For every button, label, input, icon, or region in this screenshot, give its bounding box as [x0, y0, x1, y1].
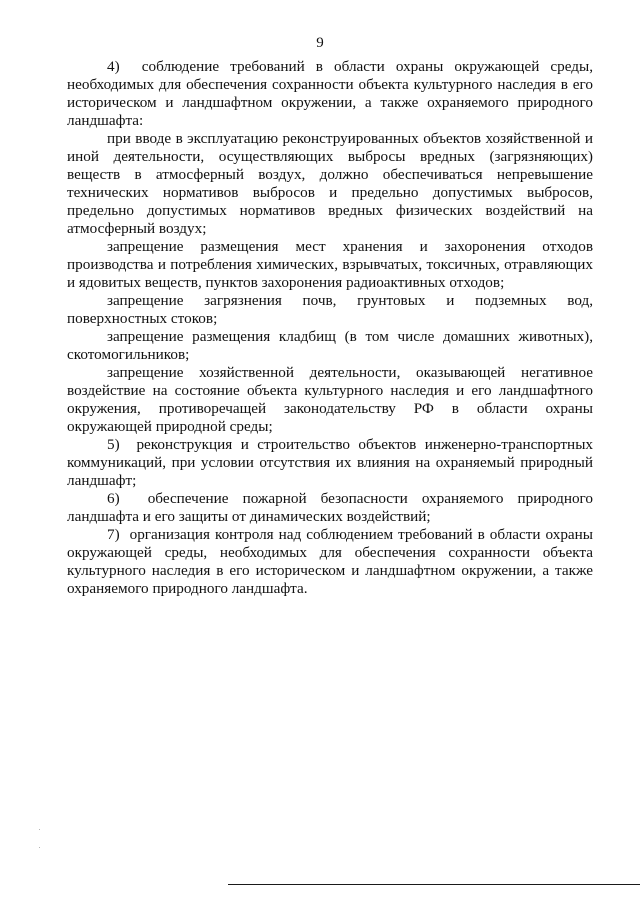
scan-speck: [39, 847, 40, 848]
scan-speck: [39, 829, 40, 830]
paragraph-item-5: 5) реконструкция и строительство объектов инженерно-транспортных коммуникаций, при условии отсутствия их влияния на охраняемый природный ландшафт;: [67, 436, 593, 489]
paragraph-item-4: 4) соблюдение требований в области охраны окружающей среды, необходимых для обеспечения сохранности объекта культурного наследия в его историческом и ландшафтном окружении, а также охраняемого природного ландшафта:: [67, 58, 593, 129]
paragraph-emissions-requirement: при вводе в эксплуатацию реконструированных объектов хозяйственной и иной деятельности, осуществляющих выбросы вредных (загрязняющих) веществ в атмосферный воздух, должно обеспечиваться непревышение технических нормативов выбросов и предельно допустимых выбросов, предельно допустимых нормативов вредных физических воздействий на атмосферный воздух;: [67, 130, 593, 237]
paragraph-cemetery-ban: запрещение размещения кладбищ (в том числе домашних животных), скотомогильников;: [67, 328, 593, 363]
paragraph-item-6: 6) обеспечение пожарной безопасности охраняемого природного ландшафта и его защиты от динамических воздействий;: [67, 490, 593, 525]
paragraph-soil-pollution-ban: запрещение загрязнения почв, грунтовых и подземных вод, поверхностных стоков;: [67, 292, 593, 327]
paragraph-negative-impact-ban: запрещение хозяйственной деятельности, оказывающей негативное воздействие на состояние объекта культурного наследия и его ландшафтного окружения, противоречащей законодательству РФ в области охраны окружающей природной среды;: [67, 364, 593, 435]
paragraph-waste-storage-ban: запрещение размещения мест хранения и захоронения отходов производства и потребления химических, взрывчатых, токсичных, отравляющих и ядовитых веществ, пунктов захоронения радиоактивных отходов;: [67, 238, 593, 291]
document-body: [67, 58, 593, 598]
footer-rule: [228, 884, 640, 885]
paragraph-item-7: 7) организация контроля над соблюдением требований в области охраны окружающей среды, необходимых для обеспечения сохранности объекта культурного наследия в его историческом и ландшафтном окружении, а также охраняемого природного ландшафта.: [67, 526, 593, 597]
page-number: 9: [316, 35, 324, 51]
